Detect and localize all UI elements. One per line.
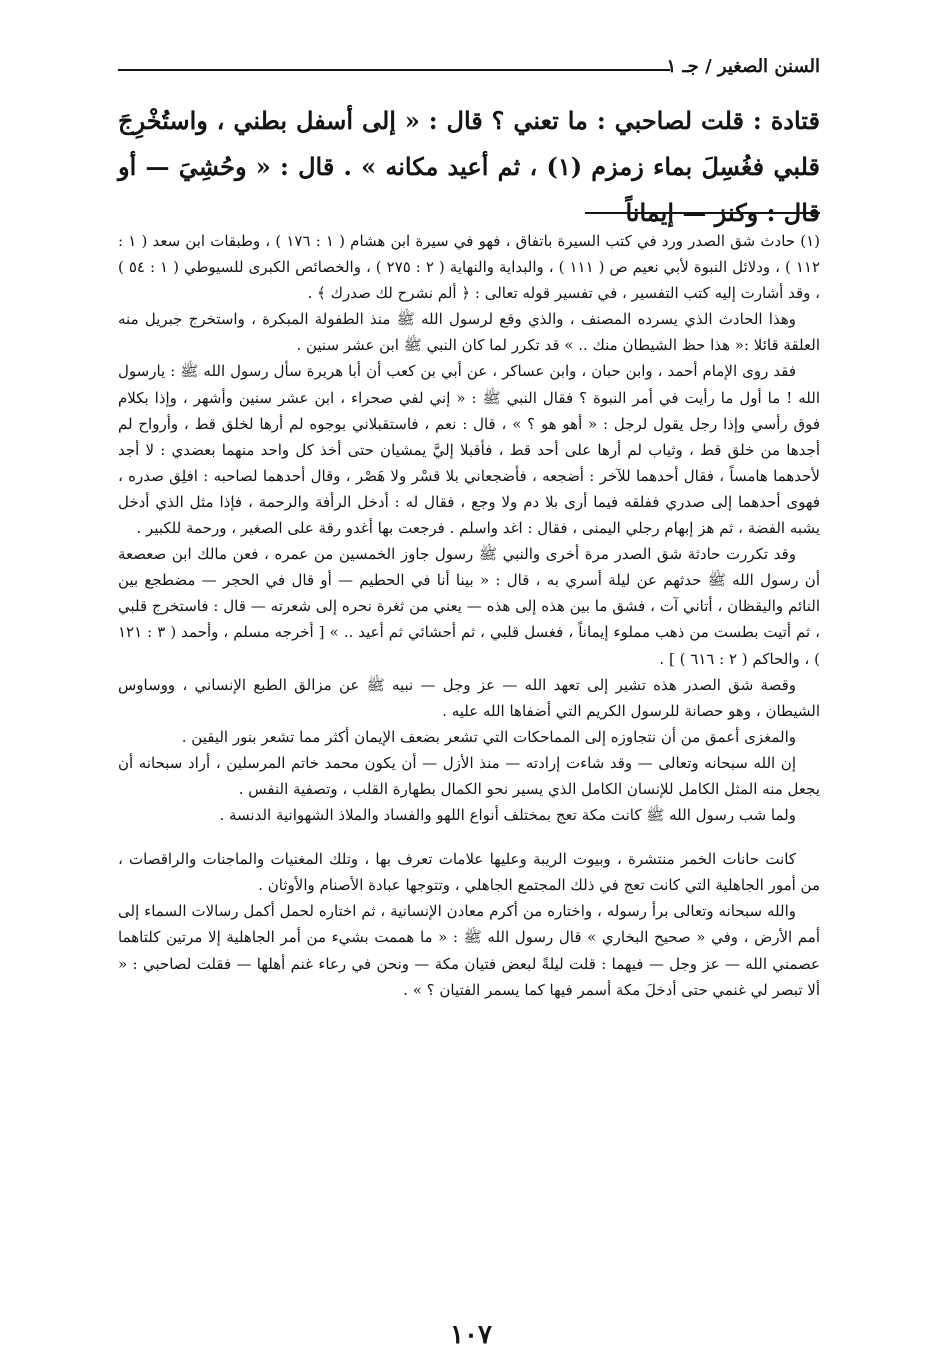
header-title: السنن الصغير / جـ ١ <box>666 56 820 77</box>
footnotes <box>118 228 820 1003</box>
footnote-paragraph: والمغزى أعمق من أن نتجاوزه إلى المماحكات التي تشعر بضعف الإيمان أكثر مما تشعر بنور اليقين . <box>181 727 796 746</box>
running-header <box>118 54 820 84</box>
page-number: ١٠٧ <box>450 1320 492 1350</box>
footnote-paragraph: كانت حانات الخمر منتشرة ، وبيوت الريبة وعليها علامات تعرف بها ، وتلك المغنيات والماجنات والراقصات ، من أمور الجاهلية التي كانت تعج في ذلك المجتمع الجاهلي ، وتتوجها عبادة الأصنام والأوثان . <box>118 850 820 895</box>
header-rule <box>118 69 670 71</box>
footnote-paragraph: وقصة شق الصدر هذه تشير إلى تعهد الله — عز وجل — نبيه ﷺ عن مزالق الطبع الإنساني ، ووساوس الشيطان ، وهو حصانة للرسول الكريم التي أضفاها الله عليه . <box>118 675 820 720</box>
footnote-paragraph: فقد روى الإمام أحمد ، وابن حبان ، وابن عساكر ، عن أبي بن كعب أن أبا هريرة سأل رسول الله ﷺ : يارسول الله ! ما أول ما رأيت في أمر النبوة ؟ فقال النبي ﷺ : « إني لفي صحراء ، ابن عشر سنين وأشهر ، وإذا بكلام فوق رأسي وإذا رجل يقول لرجل : « أهو هو ؟ » ، قال : نعم ، فاستقبلاني بوجوه لم أرها لخلق قط ، وأرواح لم أجدها من خلق قط ، وثياب لم أرها على أحد قط ، فأقبلا إليَّ يمشيان حتى أخذ كل واحد منهما بعضدي : لا أجد لأحدهما هامساً ، فقال أحدهما للآخر : أضجعه ، فأضجعاني بلا قسْر ولا هَصْر ، وقال أحدهما لصاحبه : افلِق صدره ، فهوى أحدهما إلى صدري ففلقه فيما أرى بلا دم ولا وجع ، فقال له : أدخل الرأفة والرحمة ، فإذا مثل الذي أدخل يشبه الفضة ، ثم هز إبهام رجلي اليمنى ، فقال : اغد واسلم . فرجعت بها أغدو رقة على الصغير ، ورحمة للكبير . <box>118 362 821 538</box>
main-paragraph: قتادة : قلت لصاحبي : ما تعني ؟ قال : « إلى أسفل بطني ، واستُخْرِجَ قلبي فغُسِلَ بماء زمزم (١) ، ثم أعيد مكانه » . قال : « وحُشِيَ — أو قال : وكنز — إيماناً <box>118 106 821 227</box>
footnote-rule <box>585 212 820 214</box>
footnote-paragraph: وقد تكررت حادثة شق الصدر مرة أخرى والنبي ﷺ رسول جاوز الخمسين من عمره ، فعن مالك ابن صعصعة أن رسول الله ﷺ حدثهم عن ليلة أسري به ، قال : « بينا أنا في الحطيم — أو قال في الحجر — مضطجع بين النائم واليقظان ، أتاني آت ، فشق ما بين هذه إلى هذه — يعني من ثغرة نحره إلى شعرته — قال : فاستخرج قلبي ، ثم أتيت بطست من ذهب مملوء إيماناً ، فغسل قلبي ، ثم أحشائي ثم أعيد .. » [ أخرجه مسلم ، وأحمد ( ٣ : ١٢١ ) ، والحاكم ( ٢ : ٦١٦ ) ] . <box>118 545 821 668</box>
footnote-paragraph: والله سبحانه وتعالى برأ رسوله ، واختاره من أكرم معادن الإنسانية ، ثم اختاره لحمل أكمل رسالات السماء إلى أمم الأرض ، وفي « صحيح البخاري » قال رسول الله ﷺ : « ما هممت بشيء من أمر الجاهلية إلا مرتين كلتاهما عصمني الله — عز وجل — فيهما : قلت ليلةً لبعض فتيان مكة — ونحن في رعاء غنم أهلها — فقلت لصاحبي : « ألا تبصر لي غنمي حتى أدخلَ مكة أسمر فيها كما يسمر الفتيان ؟ » . <box>118 902 820 999</box>
footnote-paragraph: (١) حادث شق الصدر ورد في كتب السيرة باتفاق ، فهو في سيرة ابن هشام ( ١ : ١٧٦ ) ، وطبقات ابن سعد ( ١ : ١١٢ ) ، ودلائل النبوة لأبي نعيم ص ( ١١١ ) ، والبداية والنهاية ( ٢ : ٢٧٥ ) ، والخصائص الكبرى للسيوطي ( ١ : ٥٤ ) ، وقد أشارت إليه كتب التفسير ، في تفسير قوله تعالى : ﴿ ألم نشرح لك صدرك ﴾ . <box>118 232 821 303</box>
footnote-paragraph: وهذا الحادث الذي يسرده المصنف ، والذي وقع لرسول الله ﷺ منذ الطفولة المبكرة ، واستخرج جبريل منه العلقة قائلا :« هذا حظ الشيطان منك .. » قد تكرر لما كان النبي ﷺ ابن عشر سنين . <box>118 310 820 355</box>
footnote-paragraph: إن الله سبحانه وتعالى — وقد شاءت إرادته — منذ الأزل — أن يكون محمد خاتم المرسلين ، أراد سبحانه أن يجعل منه المثل الكامل للإنسان الكامل الذي يسير نحو الكمال بطهارة القلب ، وتصفية النفس . <box>118 753 820 798</box>
footnote-paragraph: ولما شب رسول الله ﷺ كانت مكة تعج بمختلف أنواع اللهو والفساد والملاذ الشهوانية الدنسة . <box>219 806 796 825</box>
main-text <box>118 98 820 236</box>
